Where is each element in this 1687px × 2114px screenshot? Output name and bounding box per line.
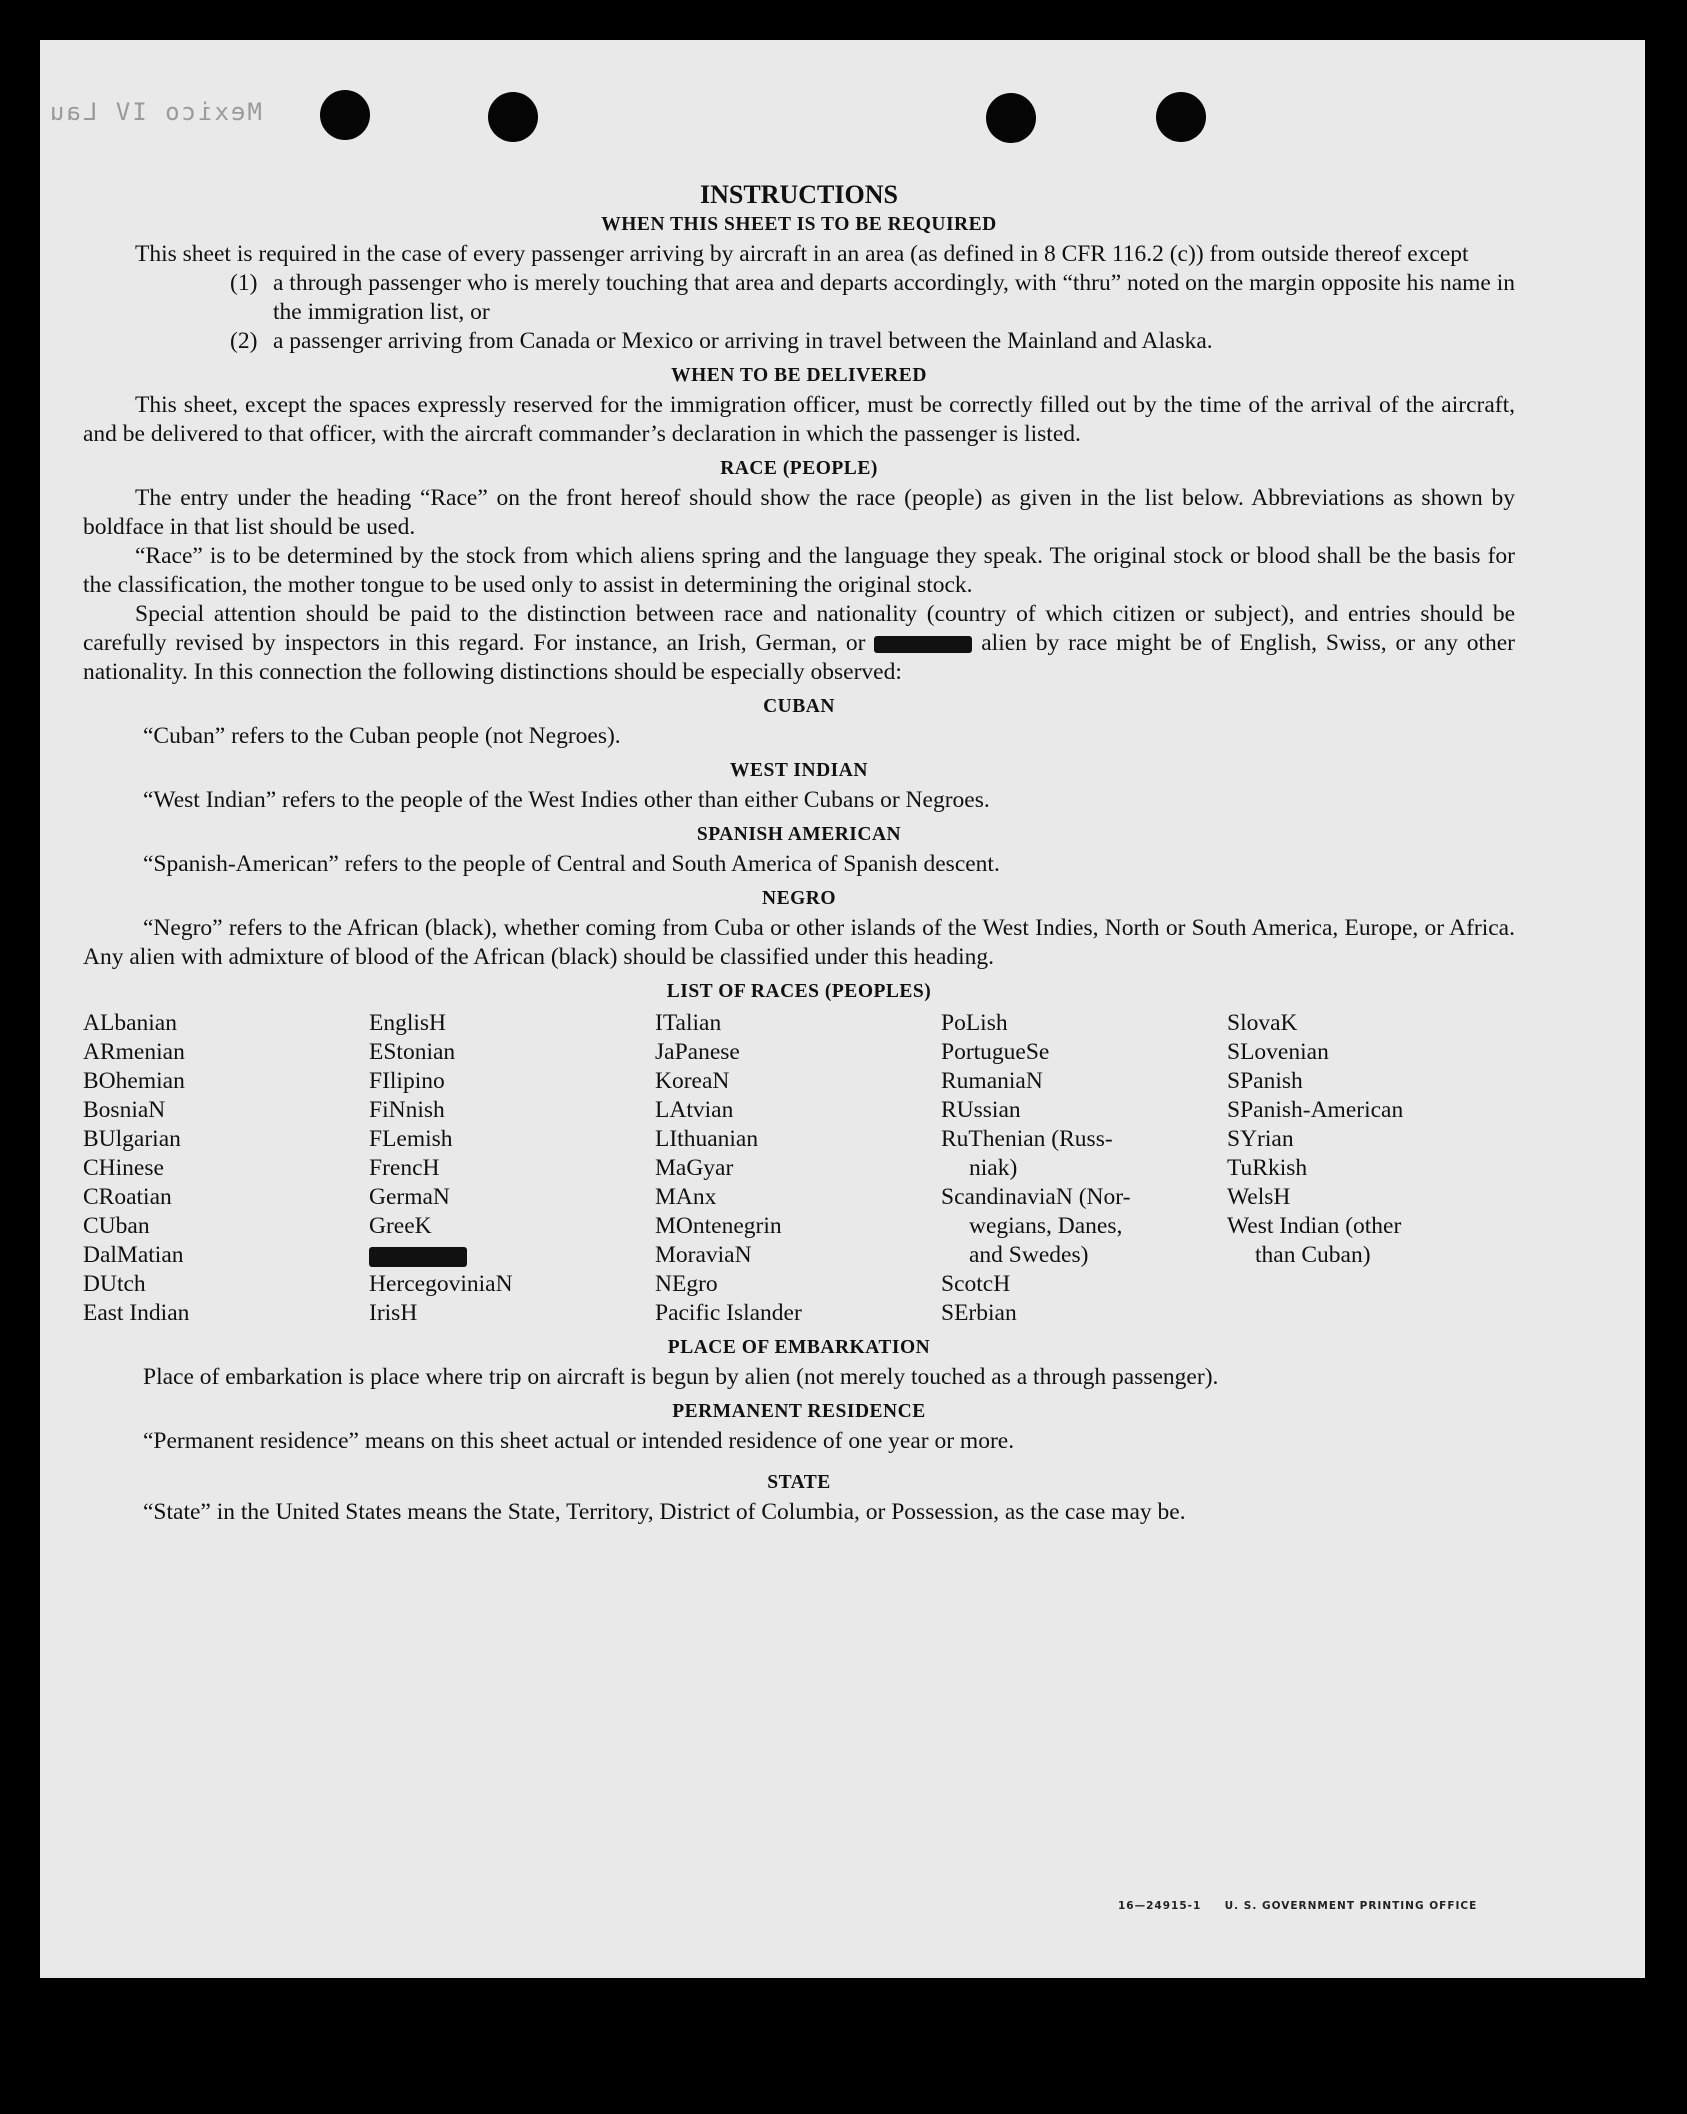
required-intro: This sheet is required in the case of every passenger arriving by aircraft in an area (as defined in 8 CFR 116.2 (c)) from outside thereof except [135, 241, 1469, 267]
race-entry: EStonian [369, 1039, 456, 1065]
race-entry: MaGyar [655, 1155, 734, 1181]
heading-west-indian: WEST INDIAN [730, 760, 868, 781]
races-column [941, 1009, 1227, 1328]
race-entry: LAtvian [655, 1097, 734, 1123]
item-number: (2) [230, 328, 258, 354]
form-number: 16—24915-1 [1118, 1900, 1202, 1912]
race-entry: ScotcH [941, 1271, 1011, 1297]
list-item [78, 269, 1515, 327]
race-entry: SPanish-American [1227, 1097, 1404, 1123]
race-entry-continuation: wegians, Danes, [969, 1213, 1123, 1239]
race-entry: NEgro [655, 1271, 718, 1297]
race-paragraph-2: “Race” is to be determined by the stock from which aliens spring and the language they speak. The original stock or blood shall be the basis for the classification, the mother tongue to be used only to assist in determining the original stock. [83, 543, 1515, 598]
punch-hole [320, 90, 370, 140]
race-entry: BosniaN [83, 1097, 166, 1123]
instructions-body [83, 178, 1515, 1527]
races-table [83, 1009, 1515, 1328]
race-entry: GreeK [369, 1213, 432, 1239]
heading-residence: PERMANENT RESIDENCE [672, 1401, 926, 1422]
race-entry: FiNnish [369, 1097, 445, 1123]
race-entry: RuThenian (Russ- [941, 1126, 1113, 1152]
redaction-mark [874, 636, 972, 653]
race-paragraph-3-b: alien by race might be of English, Swiss, or any other nationality. In this connection the following distinctions should be especially observed: [83, 630, 1516, 685]
races-column [655, 1009, 941, 1328]
race-entry: BOhemian [83, 1068, 185, 1094]
bleed-through-text: Mexico IV Lau [48, 98, 262, 126]
race-paragraph-1: The entry under the heading “Race” on the front hereof should show the race (people) as given in the list below. Abbreviations as shown by boldface in that list should be used. [83, 485, 1515, 540]
heading-delivered: WHEN TO BE DELIVERED [671, 365, 927, 386]
item-text: a through passenger who is merely touching that area and departs accordingly, with “thru” noted on the margin opposite his name in the immigration list, or [273, 270, 1515, 325]
race-entry: Pacific Islander [655, 1300, 802, 1326]
spanish-american-text: “Spanish-American” refers to the people of Central and South America of Spanish descent. [143, 851, 1000, 877]
printer-name: U. S. GOVERNMENT PRINTING OFFICE [1224, 1900, 1478, 1912]
race-entry: MAnx [655, 1184, 717, 1210]
race-entry: West Indian (other [1227, 1213, 1402, 1239]
race-entry: SlovaK [1227, 1010, 1298, 1036]
races-column [1227, 1009, 1515, 1328]
race-entry: PoLish [941, 1010, 1008, 1036]
race-entry: SPanish [1227, 1068, 1303, 1094]
race-entry: RumaniaN [941, 1068, 1043, 1094]
race-entry: PortugueSe [941, 1039, 1050, 1065]
heading-list-of-races: LIST OF RACES (PEOPLES) [666, 981, 932, 1002]
races-column [83, 1009, 369, 1328]
race-entry: SLovenian [1227, 1039, 1329, 1065]
heading-negro: NEGRO [761, 888, 836, 909]
item-text: a passenger arriving from Canada or Mexico or arriving in travel between the Mainland and Alaska. [273, 328, 1213, 354]
negro-text: “Negro” refers to the African (black), whether coming from Cuba or other islands of the West Indies, North or South America, Europe, or Africa. Any alien with admixture of blood of the African (black) should be classified under this heading. [83, 915, 1515, 970]
race-entry: IrisH [369, 1300, 418, 1326]
residence-text: “Permanent residence” means on this sheet actual or intended residence of one year or more. [143, 1428, 1015, 1454]
punch-hole [1156, 92, 1206, 142]
race-entry: SYrian [1227, 1126, 1294, 1152]
race-paragraph-3-a: Special attention should be paid to the distinction between race and nationality (country of which citizen or subject), and entries should be carefully revised by inspectors in this regard. For instance, an Irish, German, or [83, 601, 1515, 656]
race-entry-redacted [369, 1241, 655, 1270]
race-entry: EnglisH [369, 1010, 447, 1036]
west-indian-text: “West Indian” refers to the people of the West Indies other than either Cubans or Negroes. [143, 787, 990, 813]
race-entry: RUssian [941, 1097, 1021, 1123]
heading-race: RACE (PEOPLE) [720, 458, 878, 479]
race-entry: FIlipino [369, 1068, 445, 1094]
heading-spanish-american: SPANISH AMERICAN [696, 824, 902, 845]
race-entry: ARmenian [83, 1039, 185, 1065]
heading-required: WHEN THIS SHEET IS TO BE REQUIRED [601, 214, 997, 235]
print-code [1118, 1900, 1477, 1912]
race-entry: HercegoviniaN [369, 1271, 513, 1297]
race-entry: KoreaN [655, 1068, 730, 1094]
race-entry: FrencH [369, 1155, 440, 1181]
race-entry: FLemish [369, 1126, 453, 1152]
race-entry: East Indian [83, 1300, 190, 1326]
state-text: “State” in the United States means the State, Territory, District of Columbia, or Possession, as the case may be. [143, 1499, 1186, 1525]
race-entry: ALbanian [83, 1010, 177, 1036]
race-entry: BUlgarian [83, 1126, 181, 1152]
race-entry: JaPanese [655, 1039, 740, 1065]
race-entry: CHinese [83, 1155, 164, 1181]
race-entry: CUban [83, 1213, 150, 1239]
race-entry: TuRkish [1227, 1155, 1308, 1181]
punch-hole [488, 92, 538, 142]
punch-hole [986, 93, 1036, 143]
race-entry: ITalian [655, 1010, 722, 1036]
races-column [369, 1009, 655, 1328]
list-item [78, 327, 1515, 356]
heading-cuban: CUBAN [763, 696, 835, 717]
race-entry: ScandinaviaN (Nor- [941, 1184, 1131, 1210]
race-entry: GermaN [369, 1184, 450, 1210]
race-entry: LIthuanian [655, 1126, 759, 1152]
document-page [40, 40, 1645, 1978]
race-entry: SErbian [941, 1300, 1017, 1326]
race-entry: WelsH [1227, 1184, 1291, 1210]
race-paragraph-3 [83, 600, 1515, 687]
cuban-text: “Cuban” refers to the Cuban people (not Negroes). [143, 723, 621, 749]
item-number: (1) [230, 270, 258, 296]
race-entry: DUtch [83, 1271, 146, 1297]
delivered-text: This sheet, except the spaces expressly reserved for the immigration officer, must be correctly filled out by the time of the arrival of the aircraft, and be delivered to that officer, with the aircraft commander’s declaration in which the passenger is listed. [83, 392, 1515, 447]
race-entry-continuation: and Swedes) [969, 1242, 1089, 1268]
race-entry: CRoatian [83, 1184, 172, 1210]
redaction-mark [369, 1247, 467, 1267]
race-entry-continuation: than Cuban) [1255, 1242, 1371, 1268]
heading-state: STATE [767, 1472, 831, 1493]
heading-embarkation: PLACE OF EMBARKATION [667, 1337, 931, 1358]
race-entry: DalMatian [83, 1242, 184, 1268]
page-title: INSTRUCTIONS [700, 180, 898, 209]
race-entry-continuation: niak) [969, 1155, 1018, 1181]
race-entry: MoraviaN [655, 1242, 752, 1268]
embarkation-text: Place of embarkation is place where trip on aircraft is begun by alien (not merely touched as a through passenger). [143, 1364, 1219, 1390]
race-entry: MOntenegrin [655, 1213, 782, 1239]
